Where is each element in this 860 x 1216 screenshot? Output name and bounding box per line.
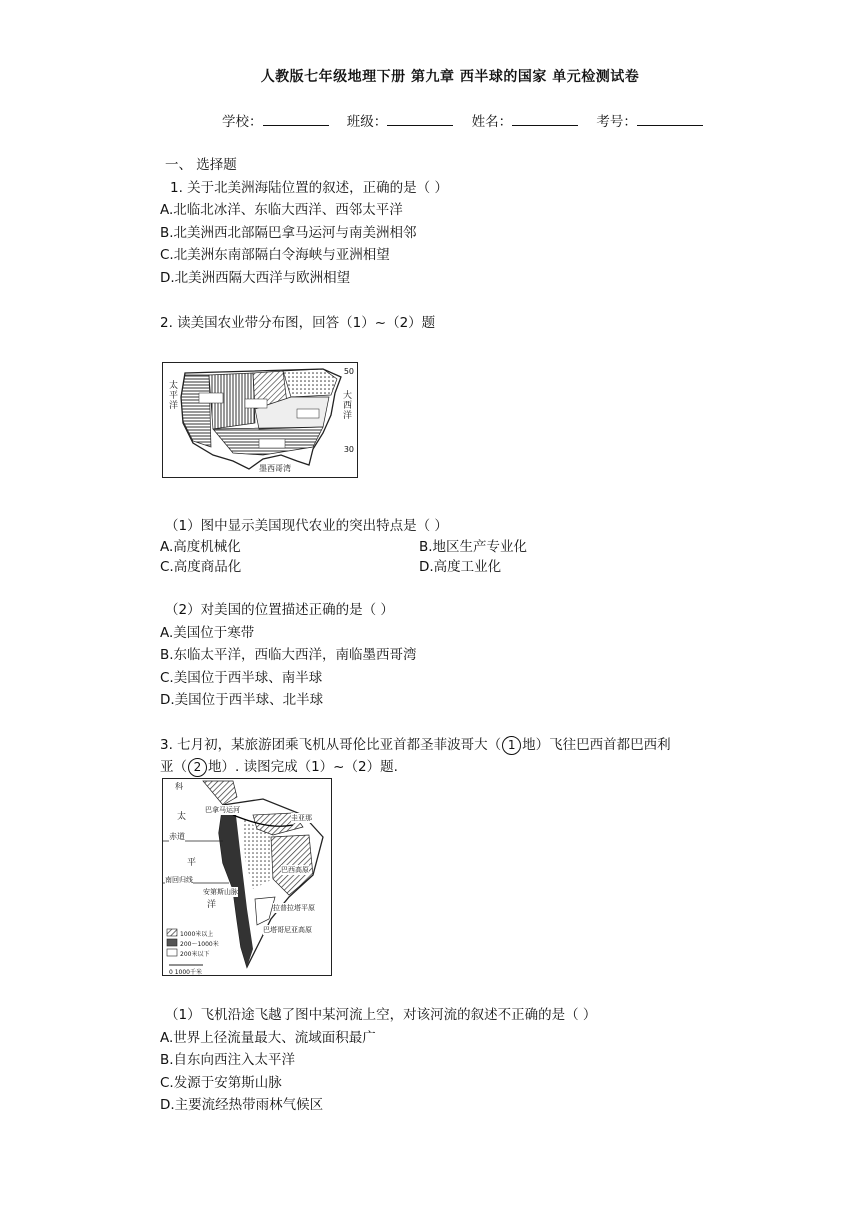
q3-sub1-option-d[interactable]: D.主要流经热带雨林气候区 <box>160 1097 324 1113</box>
legend-below-200: 200米以下 <box>180 951 210 958</box>
question-3-stem-line2 <box>160 755 398 777</box>
question-2-stem: 2. 读美国农业带分布图，回答（1）~（2）题 <box>160 315 436 331</box>
patagonia-label: 巴塔哥尼亚高原 <box>263 926 312 934</box>
class-blank[interactable] <box>387 113 453 126</box>
school-label: 学校： <box>222 114 263 130</box>
latitude-30-label: 30 <box>343 445 354 454</box>
q3-stem-part1: 3. 七月初，某旅游团乘飞机从哥伦比亚首都圣菲波哥大（ <box>160 737 502 753</box>
q2-sub2-stem: （2）对美国的位置描述正确的是（ ） <box>165 602 394 618</box>
map2-label-5: 平 <box>187 858 197 868</box>
usa-agriculture-map <box>162 362 358 478</box>
exam-no-blank[interactable] <box>637 113 703 126</box>
map2-label-1: 科 <box>175 782 183 791</box>
name-blank[interactable] <box>512 113 578 126</box>
q3-sub1-option-a[interactable]: A.世界上径流量最大、流域面积最广 <box>160 1030 376 1046</box>
map-scale: 0 1000千米 <box>169 969 202 976</box>
map2-label-6: 洋 <box>207 900 217 910</box>
legend-above-1000: 1000米以上 <box>180 931 214 938</box>
school-blank[interactable] <box>263 113 329 126</box>
q3-sub1-stem: （1）飞机沿途飞越了图中某河流上空，对该河流的叙述不正确的是（ ） <box>165 1007 597 1023</box>
q1-option-b[interactable]: B.北美洲西北部隔巴拿马运河与南美洲相邻 <box>160 225 417 241</box>
exam-no-label: 考号： <box>596 114 637 130</box>
usa-map-graphic <box>163 363 357 477</box>
q2-sub2-option-c[interactable]: C.美国位于西半球、南半球 <box>160 670 323 686</box>
latitude-50-label: 50 <box>343 367 354 376</box>
q2-sub2-option-a[interactable]: A.美国位于寒带 <box>160 625 255 641</box>
q2-sub1-option-a[interactable]: A.高度机械化 <box>160 539 241 555</box>
guiana-label: 圭亚那 <box>291 814 312 822</box>
q2-sub2-option-d[interactable]: D.美国位于西半球、北半球 <box>160 692 324 708</box>
q2-sub2-option-b[interactable]: B.东临太平洋，西临大西洋，南临墨西哥湾 <box>160 647 417 663</box>
legend-200-1000: 200～1000米 <box>180 941 219 948</box>
name-label: 姓名： <box>471 114 513 130</box>
gulf-of-mexico-label: 墨西哥湾 <box>259 464 291 473</box>
q3-stem-line2-b: 地）. 读图完成（1）~（2）题. <box>208 759 398 775</box>
panama-canal-label: 巴拿马运河 <box>205 806 240 814</box>
atlantic-label: 大西洋 <box>343 391 353 421</box>
section-heading: 一、 选择题 <box>165 157 237 173</box>
q2-sub1-option-c[interactable]: C.高度商品化 <box>160 559 242 575</box>
class-label: 班级： <box>346 114 388 130</box>
andes-label: 安第斯山脉 <box>203 888 238 896</box>
la-plata-plain-label: 拉普拉塔平原 <box>273 904 315 912</box>
south-america-map <box>162 778 332 976</box>
map2-label-2: 太 <box>177 812 187 822</box>
student-info <box>222 110 717 130</box>
q1-option-c[interactable]: C.北美洲东南部隔白令海峡与亚洲相望 <box>160 247 390 263</box>
q3-stem-line2-a: 亚（ <box>160 759 187 775</box>
q3-circle-2: 2 <box>188 758 207 777</box>
pacific-label: 太平洋 <box>169 381 179 411</box>
q2-sub1-option-b[interactable]: B.地区生产专业化 <box>419 539 528 555</box>
q3-sub1-option-c[interactable]: C.发源于安第斯山脉 <box>160 1075 282 1091</box>
question-1-stem: 1. 关于北美洲海陆位置的叙述，正确的是（ ） <box>170 180 448 196</box>
equator-label: 赤道 <box>169 832 185 841</box>
q1-option-d[interactable]: D.北美洲西隔大西洋与欧洲相望 <box>160 270 351 286</box>
q3-circle-1: 1 <box>502 736 521 755</box>
brazil-plateau-label: 巴西高原 <box>281 866 309 874</box>
q1-option-a[interactable]: A.北临北冰洋、东临大西洋、西邻太平洋 <box>160 202 403 218</box>
question-3-stem-line1 <box>160 733 671 755</box>
tropic-of-capricorn-label: 南回归线 <box>165 876 193 884</box>
page-title: 人教版七年级地理下册 第九章 西半球的国家 单元检测试卷 <box>260 69 640 85</box>
q2-sub1-stem: （1）图中显示美国现代农业的突出特点是（ ） <box>165 518 448 534</box>
q3-stem-part2: 地）飞往巴西首都巴西利 <box>522 737 671 753</box>
q2-sub1-option-d[interactable]: D.高度工业化 <box>419 559 502 575</box>
q3-sub1-option-b[interactable]: B.自东向西注入太平洋 <box>160 1052 296 1068</box>
